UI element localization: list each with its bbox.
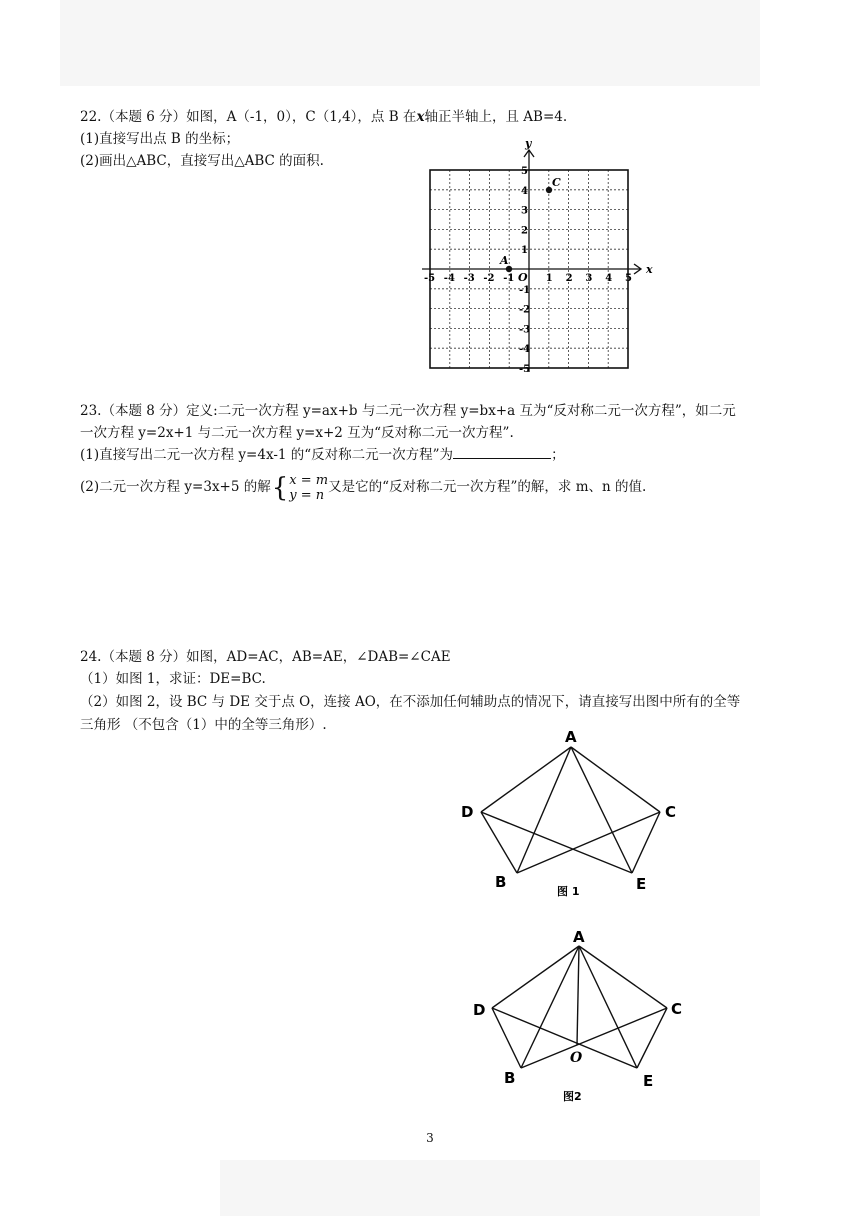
- fig1-label-e: E: [636, 875, 647, 893]
- x-tick-label: 1: [545, 273, 553, 284]
- coordinate-grid: [420, 138, 660, 378]
- equation-brace: {: [271, 472, 289, 503]
- fig2-label-c: C: [671, 1000, 683, 1018]
- fig2-label-b: B: [504, 1069, 516, 1087]
- page-number: 3: [426, 1131, 434, 1145]
- x-tick-label: -3: [463, 273, 475, 284]
- y-axis-label: y: [525, 138, 532, 150]
- equation-system: x = m y = n: [289, 472, 329, 503]
- point-a-label: A: [500, 254, 509, 267]
- fig1-label-b: B: [495, 873, 507, 891]
- y-tick-label: -1: [519, 284, 531, 296]
- footer-shade: [220, 1160, 760, 1216]
- fig1-caption: 图 1: [557, 885, 580, 898]
- header-shade: [60, 0, 760, 86]
- y-tick-label: 1: [521, 245, 528, 257]
- q22-part1: (1)直接写出点 B 的坐标；: [80, 131, 240, 147]
- y-tick-label: 2: [521, 225, 528, 237]
- answer-blank[interactable]: [453, 446, 551, 459]
- y-tick-label: -2: [519, 304, 531, 316]
- y-tick-label: 5: [521, 166, 528, 177]
- q24-line1: 24.（本题 8 分）如图，AD=AC，AB=AE，∠DAB=∠CAE: [80, 649, 451, 665]
- fig2-label-a: A: [573, 928, 585, 946]
- y-tick-label: 3: [521, 205, 528, 217]
- fig1-label-a: A: [565, 728, 577, 746]
- x-tick-label: -2: [483, 273, 495, 284]
- origin-label: O: [518, 271, 528, 284]
- q23-line1: 23.（本题 8 分）定义:二元一次方程 y=ax+b 与二元一次方程 y=bx+a 互为“反对称二元一次方程”，如二元: [80, 403, 736, 419]
- x-tick-label: -1: [503, 273, 515, 284]
- x-tick-label: 3: [585, 273, 593, 284]
- x-axis-label: x: [646, 263, 653, 276]
- q22-part2: (2)画出△ABC，直接写出△ABC 的面积.: [80, 153, 324, 169]
- q24-part1: （1）如图 1，求证：DE=BC.: [80, 671, 266, 687]
- fig1-label-c: C: [665, 803, 677, 821]
- fig2-label-d: D: [473, 1001, 486, 1019]
- figure-2: [465, 920, 695, 1105]
- y-tick-label: 4: [521, 185, 528, 197]
- x-tick-label: 5: [625, 273, 632, 284]
- y-tick-label: -5: [519, 364, 531, 375]
- fig2-caption: 图2: [563, 1090, 582, 1103]
- q22-title: 22.（本题 6 分）如图，A（-1，0），C（1,4），点 B 在x轴正半轴上，且 AB=4.: [80, 109, 568, 125]
- x-tick-label: 4: [605, 273, 613, 284]
- y-tick-label: -4: [519, 344, 531, 356]
- q24-part2-cont: 三角形 （不包含（1）中的全等三角形）.: [80, 717, 327, 733]
- q23-part2: (2)二元一次方程 y=3x+5 的解{x = m y = n 又是它的“反对称二元一次方程”的解，求 m、n 的值.: [80, 472, 647, 503]
- fig2-label-o: O: [570, 1050, 583, 1066]
- fig1-label-d: D: [461, 803, 474, 821]
- figure-1: [450, 720, 690, 905]
- fig2-label-e: E: [643, 1072, 654, 1090]
- y-tick-label: -3: [519, 324, 531, 336]
- x-tick-label: 2: [565, 273, 573, 284]
- q23-part1: (1)直接写出二元一次方程 y=4x-1 的“反对称二元一次方程”为 ；: [80, 447, 565, 463]
- x-tick-label: -4: [443, 273, 455, 284]
- q23-line2: 一次方程 y=2x+1 与二元一次方程 y=x+2 互为“反对称二元一次方程”.: [80, 425, 514, 441]
- point-c-label: C: [552, 176, 561, 189]
- q24-part2: （2）如图 2，设 BC 与 DE 交于点 O，连接 AO，在不添加任何辅助点的情况下，请直接写出图中所有的全等: [80, 694, 741, 710]
- x-tick-label: -5: [424, 273, 436, 284]
